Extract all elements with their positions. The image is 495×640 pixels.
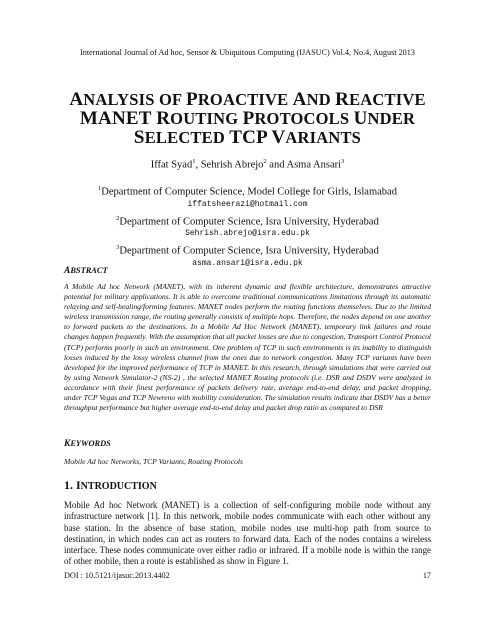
title-line-2: MANET ROUTING PROTOCOLS UNDER (79, 108, 416, 129)
email-3: asma.ansari@isra.edu.pk (192, 258, 303, 268)
title-line-1: ANALYSIS OF PROACTIVE AND REACTIVE (69, 89, 426, 110)
email-2: Sehrish.abrejo@isra.edu.pk (185, 229, 310, 238)
paper-title (40, 90, 455, 147)
affiliation-3: $^3$Department of Computer Science, Isra University, Hyderabad (116, 244, 379, 257)
doi-text: DOI : 10.5121/ijasuc.2013.4402 (64, 571, 170, 580)
page-number: 17 (422, 571, 431, 580)
email-1: iffatsheerazi@hotmail.com (187, 199, 308, 209)
journal-header: International Journal of Ad hoc, Sensor & Ubiquitous Computing (IJASUC) Vol.4, No.4, August 2013 (80, 48, 415, 57)
abstract-heading: ABSTRACT (64, 266, 108, 276)
title-line-3: SELECTED TCP VARIANTS (133, 127, 362, 148)
affiliation-1: $^1$Department of Computer Science, Model College for Girls, Islamabad (98, 185, 397, 198)
keywords-text: Mobile Ad hoc Networks, TCP Variants, Routing Protocols (64, 457, 243, 466)
abstract-text: A Mobile Ad hoc Network (MANET), with its inherent dynamic and flexible architecture, demonstrates attractive potential for military applications. It is able to overcome traditional communications limitations through its automatic relaying and self-healing/forming features. MANET nodes perform the routing functions themselves. Due to the limited wireless transmission range, the routing generally consists of multiple hops. Therefore, the nodes depend on one another to forward packets to the destinations. In a Mobile Ad Hoc Network (MANET), temporary link failures and route changes happen frequently. With the assumption that all packet losses are due to congestion, Transport Control Protocol (TCP) performs poorly in such an environment. One problem of TCP in such environments is its inability to distinguish losses induced by the lossy wireless channel from the ones due to network congestion. Many TCP variants have been developed for the improved performance of TCP in MANET. In this research, through simulations that were carried out by using Network Simulator-2 (NS-2) , the selected MANET Routing protocols (i.e. DSR and DSDV were analyzed in accordance with their finest performance of packets delivery rate, average end-to-end delay, and packet dropping, under TCP Vegas and TCP Newreno with mobility consideration. The simulation results indicate that DSDV has a better throughput performance but higher average end-to-end delay and packet drop ratio as compared to DSR (64, 282, 431, 413)
section-heading-introduction: 1. INTRODUCTION (64, 478, 157, 492)
affiliations (40, 182, 455, 271)
affiliation-2: $^2$Department of Computer Science, Isra University, Hyderabad (116, 214, 379, 227)
author-list: Iffat Syad$^1$, Sehrish Abrejo$^2$ and Asma Ansari$^3$ (150, 158, 345, 171)
keywords-heading: KEYWORDS (64, 439, 111, 449)
introduction-paragraph: Mobile Ad hoc Network (MANET) is a collection of self-configuring mobile node without any infrastructure network [1]. In this network, mobile nodes communicate with each other without any base station. In the absence of base station, mobile nodes use multi-hop path from source to destination, in which nodes can act as routers to forward data. Each of the nodes contains a wireless interface. These nodes communicate over either radio or infrared. If a mobile node is within the range of other mobile, then a route is established as show in Figure 1. (64, 500, 431, 567)
